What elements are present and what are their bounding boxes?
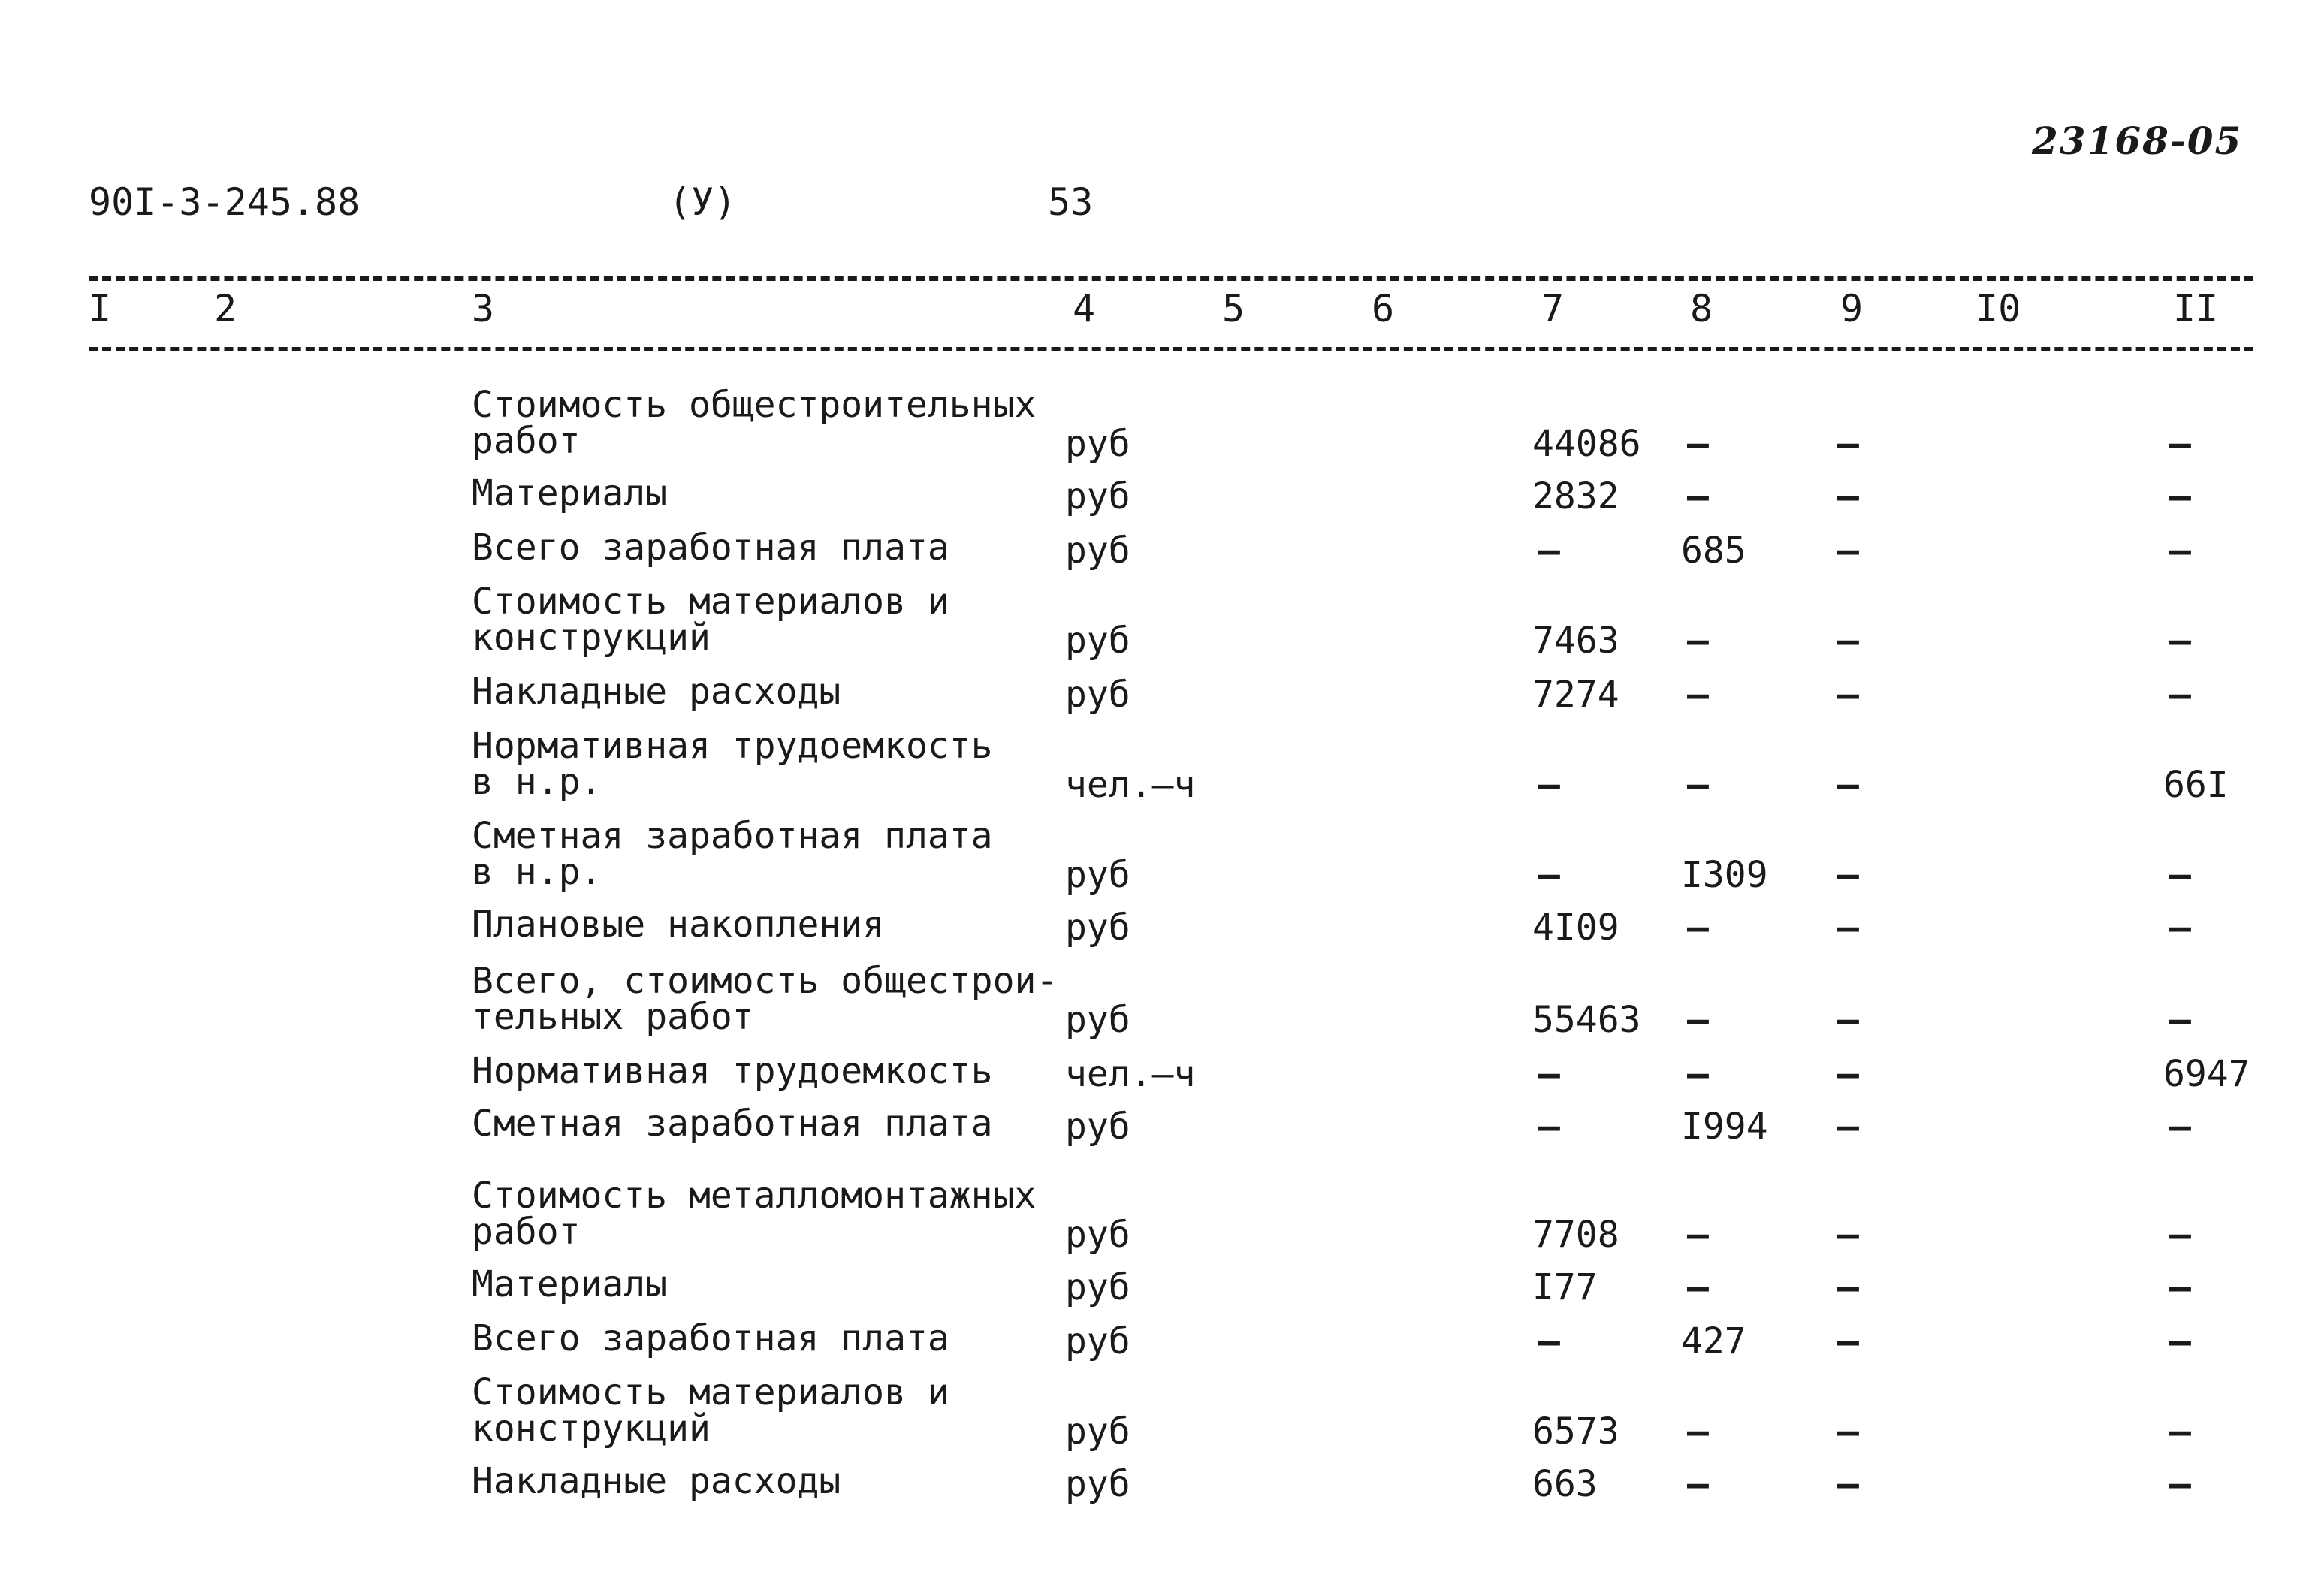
row-value-col11: – (2169, 1214, 2191, 1256)
row-value-col11: 66I (2163, 764, 2229, 806)
row-label: Стоимость материалов и (472, 581, 949, 623)
row-label: конструкций (472, 617, 711, 659)
header-bottom-rule (89, 347, 2253, 351)
row-value-col7: 663 (1532, 1463, 1598, 1505)
row-value-col8: – (1687, 764, 1709, 806)
row-value-col9: – (1837, 1053, 1859, 1095)
row-value-col9: – (1837, 1410, 1859, 1453)
row-value-col7: 4I09 (1532, 907, 1619, 949)
row-unit: чел.–ч (1065, 1053, 1196, 1095)
column-header-9: 9 (1840, 287, 1864, 330)
row-value-col8: – (1687, 1266, 1709, 1308)
row-value-col11: 6947 (2163, 1053, 2250, 1095)
row-value-col7: 2832 (1532, 475, 1619, 517)
row-label: Накладные расходы (472, 671, 841, 713)
row-label: Нормативная трудоемкость (472, 1050, 993, 1092)
column-header-5: 5 (1222, 287, 1245, 330)
row-value-col8: – (1687, 674, 1709, 716)
row-value-col11: – (2169, 423, 2191, 465)
row-unit: руб (1065, 1266, 1130, 1308)
column-header-2: 2 (214, 287, 237, 330)
row-value-col9: – (1837, 1463, 1859, 1505)
column-header-4: 4 (1073, 287, 1096, 330)
row-unit: руб (1065, 1106, 1130, 1148)
row-label: Всего заработная плата (472, 1317, 949, 1359)
row-label: Материалы (472, 1263, 668, 1305)
row-label: Плановые накопления (472, 904, 885, 946)
row-value-col9: – (1837, 674, 1859, 716)
row-value-col9: – (1837, 423, 1859, 465)
row-unit: руб (1065, 907, 1130, 949)
row-value-col11: – (2169, 674, 2191, 716)
row-value-col7: 44086 (1532, 423, 1641, 465)
row-value-col9: – (1837, 764, 1859, 806)
column-header-3: 3 (472, 287, 495, 330)
row-value-col8: – (1687, 1463, 1709, 1505)
column-header-1: I (89, 287, 112, 330)
row-label: конструкций (472, 1407, 711, 1450)
row-value-col9: – (1837, 999, 1859, 1041)
row-unit: чел.–ч (1065, 764, 1196, 806)
row-value-col7: 7463 (1532, 620, 1619, 662)
row-value-col8: – (1687, 1214, 1709, 1256)
row-value-col8: – (1687, 475, 1709, 517)
row-value-col8: – (1687, 907, 1709, 949)
row-unit: руб (1065, 423, 1130, 465)
row-value-col9: – (1837, 529, 1859, 572)
column-header-8: 8 (1690, 287, 1713, 330)
row-value-col11: – (2169, 1320, 2191, 1362)
row-unit: руб (1065, 475, 1130, 517)
page-number: 53 (1048, 180, 1094, 224)
row-label: тельных работ (472, 996, 754, 1038)
row-value-col11: – (2169, 529, 2191, 572)
column-header-11: II (2173, 287, 2219, 330)
row-value-col7: – (1538, 1106, 1560, 1148)
row-value-col11: – (2169, 1266, 2191, 1308)
row-value-col8: – (1687, 1053, 1709, 1095)
row-value-col8: I309 (1681, 854, 1768, 896)
row-unit: руб (1065, 674, 1130, 716)
row-label: Сметная заработная плата (472, 815, 993, 857)
row-label: Нормативная трудоемкость (472, 725, 993, 767)
row-value-col7: – (1538, 1320, 1560, 1362)
row-value-col8: – (1687, 1410, 1709, 1453)
handwritten-reference: 23168-05 (2032, 119, 2243, 163)
row-label: Сметная заработная плата (472, 1103, 993, 1145)
row-label: Стоимость общестроительных (472, 384, 1037, 426)
row-label: в н.р. (472, 851, 602, 893)
row-value-col7: 55463 (1532, 999, 1641, 1041)
row-value-col7: 7708 (1532, 1214, 1619, 1256)
row-value-col8: – (1687, 620, 1709, 662)
row-value-col8: 427 (1681, 1320, 1746, 1362)
row-label: Материалы (472, 472, 668, 514)
row-value-col9: – (1837, 854, 1859, 896)
row-label: в н.р. (472, 761, 602, 803)
row-value-col9: – (1837, 475, 1859, 517)
row-value-col7: – (1538, 1053, 1560, 1095)
row-value-col7: – (1538, 854, 1560, 896)
row-value-col11: – (2169, 1463, 2191, 1505)
row-unit: руб (1065, 529, 1130, 572)
row-label: работ (472, 1211, 581, 1253)
row-unit: руб (1065, 1463, 1130, 1505)
row-value-col11: – (2169, 999, 2191, 1041)
column-header-6: 6 (1372, 287, 1395, 330)
row-value-col8: – (1687, 999, 1709, 1041)
row-value-col9: – (1837, 1214, 1859, 1256)
row-value-col11: – (2169, 854, 2191, 896)
row-label: Всего заработная плата (472, 526, 949, 569)
column-header-7: 7 (1541, 287, 1565, 330)
row-value-col9: – (1837, 1320, 1859, 1362)
header-top-rule (89, 276, 2253, 281)
row-label: Накладные расходы (472, 1460, 841, 1502)
row-value-col8: I994 (1681, 1106, 1768, 1148)
row-unit: руб (1065, 1320, 1130, 1362)
row-label: Стоимость металломонтажных (472, 1175, 1037, 1217)
row-value-col9: – (1837, 907, 1859, 949)
row-unit: руб (1065, 1410, 1130, 1453)
row-unit: руб (1065, 999, 1130, 1041)
row-value-col8: – (1687, 423, 1709, 465)
row-value-col11: – (2169, 1106, 2191, 1148)
series-mark: (У) (669, 180, 737, 224)
row-value-col11: – (2169, 1410, 2191, 1453)
row-value-col11: – (2169, 620, 2191, 662)
row-unit: руб (1065, 854, 1130, 896)
document-code: 90I-3-245.88 (89, 180, 361, 224)
row-value-col7: 6573 (1532, 1410, 1619, 1453)
row-value-col7: – (1538, 529, 1560, 572)
row-label: работ (472, 420, 581, 462)
row-label: Стоимость материалов и (472, 1371, 949, 1413)
row-value-col7: I77 (1532, 1266, 1598, 1308)
row-value-col11: – (2169, 907, 2191, 949)
row-value-col7: – (1538, 764, 1560, 806)
column-header-10: I0 (1975, 287, 2021, 330)
row-label: Всего, стоимость общестрои- (472, 960, 1058, 1002)
row-value-col8: 685 (1681, 529, 1746, 572)
row-unit: руб (1065, 1214, 1130, 1256)
row-value-col7: 7274 (1532, 674, 1619, 716)
row-value-col9: – (1837, 1266, 1859, 1308)
row-value-col9: – (1837, 620, 1859, 662)
row-value-col9: – (1837, 1106, 1859, 1148)
row-value-col11: – (2169, 475, 2191, 517)
row-unit: руб (1065, 620, 1130, 662)
